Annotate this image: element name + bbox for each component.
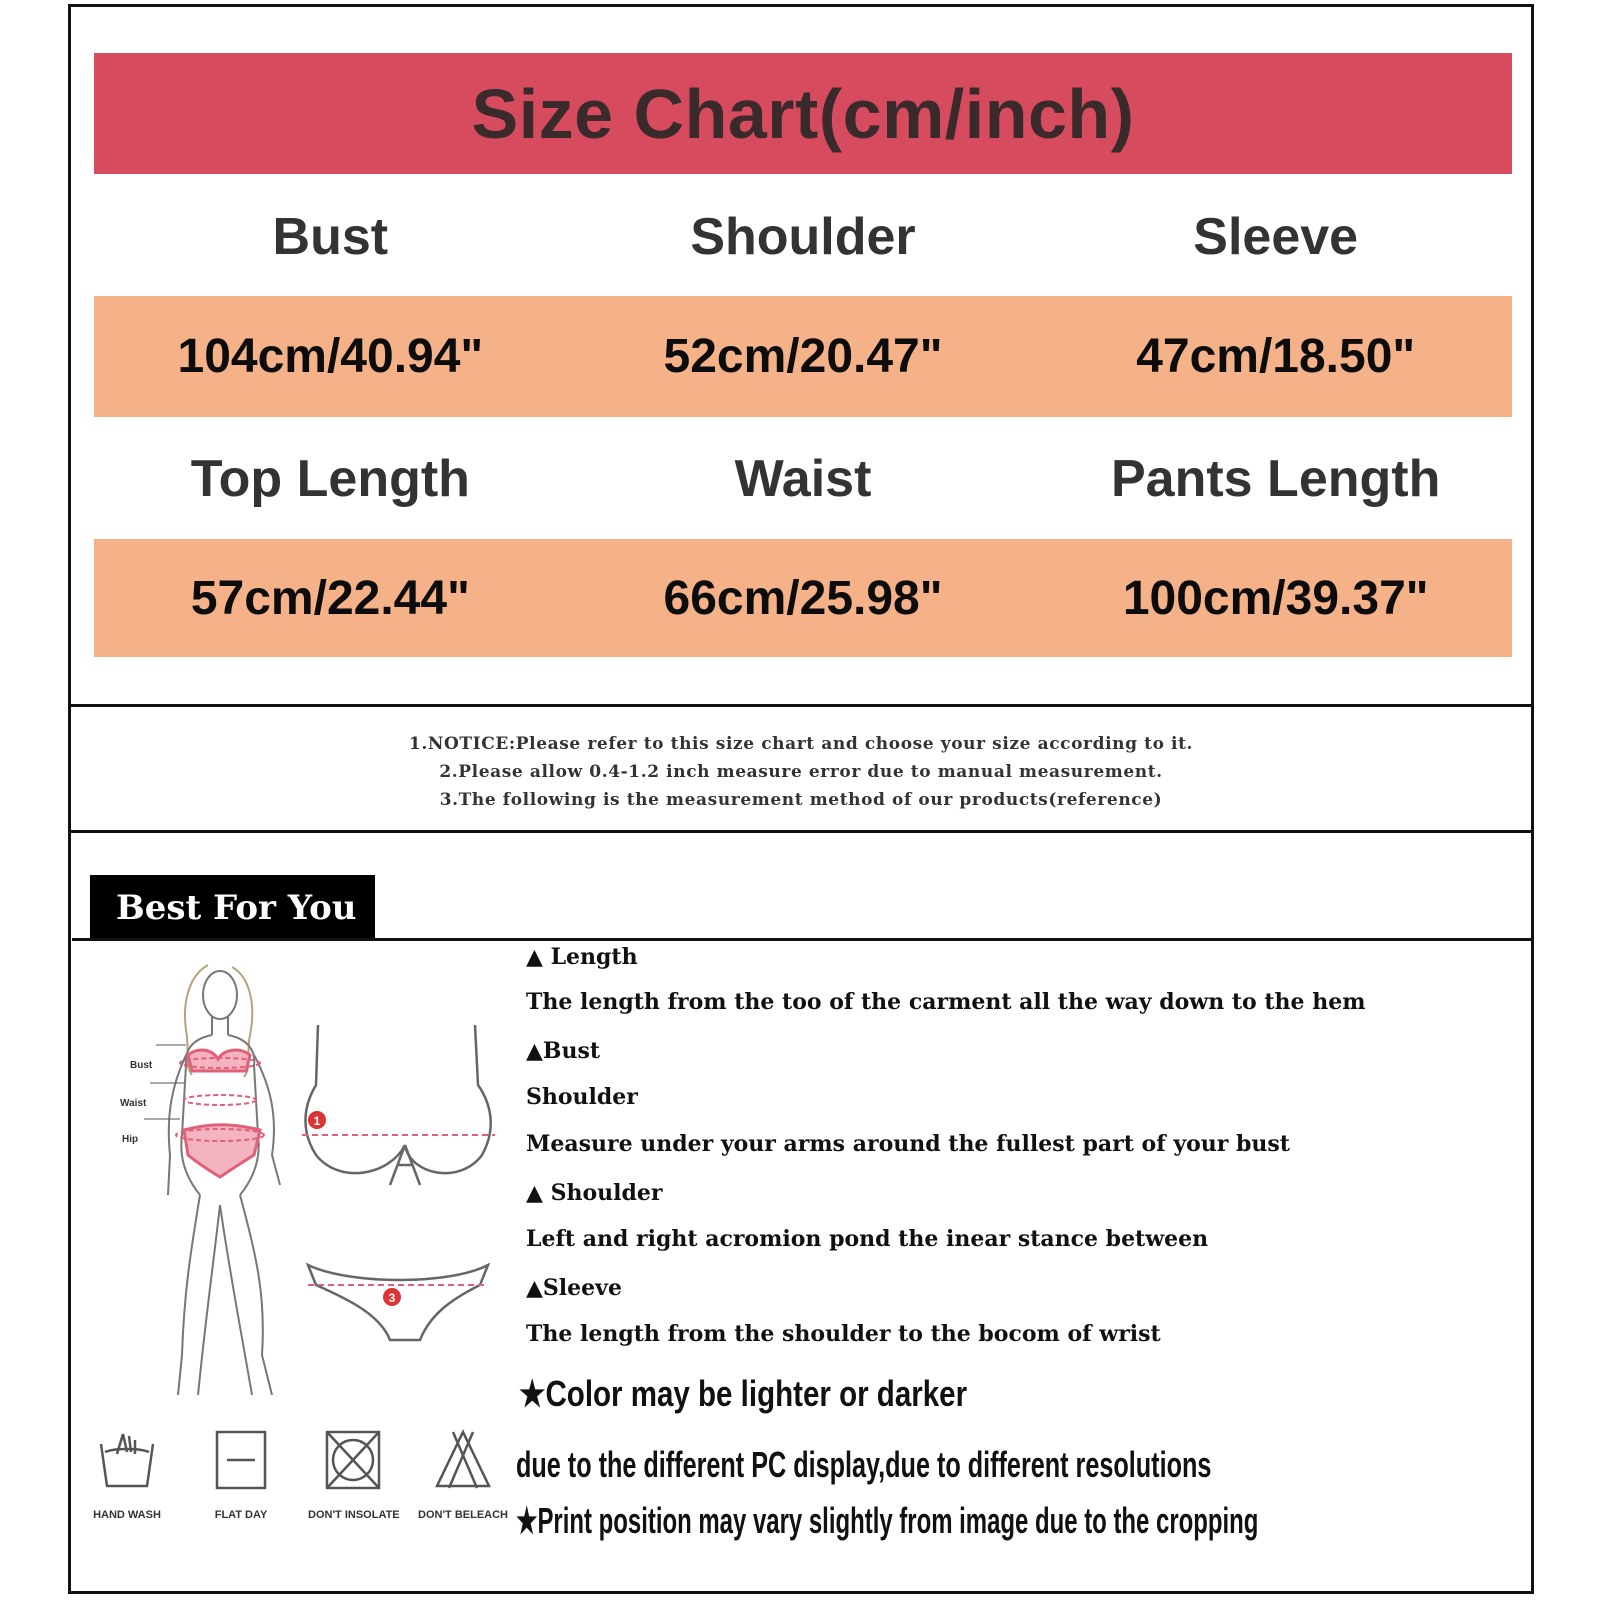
header-shoulder: Shoulder [690,208,916,266]
value-top-length: 57cm/22.44" [190,571,470,625]
marker-1-label: 1 [313,1114,321,1128]
figure-label-bust: Bust [130,1060,153,1071]
care-flat-dry [196,1428,286,1521]
size-chart-title: Size Chart(cm/inch) [471,74,1135,153]
do-not-bleach-icon [431,1428,495,1492]
desc-shoulder-text: Left and right acromion pond the inear stance between [526,1226,1209,1252]
value-bust: 104cm/40.94" [177,330,484,383]
desc-bust-shoulder: Shoulder [526,1084,638,1110]
bikini-bottom-shape [184,1125,260,1177]
note-display: due to the different PC display,due to different resolutions [516,1444,1212,1485]
note-color: ★Color may be lighter or darker [519,1373,968,1414]
desc-sleeve-text: The length from the shoulder to the bocom of wrist [526,1321,1161,1347]
notice-line-1: 1.NOTICE:Please refer to this size chart and choose your size according to it. [408,734,1194,754]
desc-shoulder-heading: ▲ Shoulder [526,1180,663,1206]
best-for-you-rule [72,938,1532,941]
figure-label-waist: Waist [120,1098,147,1109]
do-not-tumble-dry-icon [321,1428,385,1492]
notice-block [68,730,1534,814]
care-label-hand-wash: HAND WASH [93,1509,161,1521]
section-divider-top [68,704,1534,707]
header-row-2 [94,422,1512,536]
header-sleeve: Sleeve [1193,208,1359,266]
desc-bust-heading: ▲Bust [526,1038,601,1064]
size-chart-title-bar [94,53,1512,174]
header-bust: Bust [272,208,389,266]
best-for-you-label: Best For You [116,888,357,928]
value-sleeve: 47cm/18.50" [1136,330,1416,383]
value-row-1 [94,296,1512,417]
care-hand-wash [82,1428,172,1521]
desc-bust-text: Measure under your arms around the fullest part of your bust [526,1131,1290,1157]
care-dont-insolate [308,1428,398,1521]
desc-length-heading: ▲ Length [526,944,638,970]
notice-line-3: 3.The following is the measurement method of our products(reference) [439,790,1163,810]
care-label-dont-bleach: DON'T BELEACH [418,1509,509,1521]
measurement-figure-illustration [120,955,520,1415]
care-label-flat-dry: FLAT DAY [214,1509,268,1521]
header-row-1 [94,180,1512,294]
header-pants-length: Pants Length [1111,450,1441,508]
notice-line-2: 2.Please allow 0.4-1.2 inch measure error due to manual measurement. [439,762,1163,782]
marker-3-label: 3 [388,1291,396,1305]
desc-length-text: The length from the too of the carment all the way down to the hem [526,989,1366,1015]
care-dont-bleach [418,1428,508,1521]
note-print-position: ★Print position may vary slightly from image due to the cropping [516,1500,1259,1541]
header-waist: Waist [734,450,872,508]
best-for-you-tab [90,875,375,941]
value-shoulder: 52cm/20.47" [663,330,943,383]
value-pants-length: 100cm/39.37" [1122,571,1429,625]
flat-dry-icon [209,1428,273,1492]
header-top-length: Top Length [190,450,470,508]
value-row-2 [94,539,1512,657]
hand-wash-icon [95,1428,159,1492]
value-waist: 66cm/25.98" [663,571,943,625]
care-label-dont-insolate: DON'T INSOLATE [308,1509,400,1521]
desc-sleeve-heading: ▲Sleeve [526,1275,622,1301]
figure-label-hip: Hip [122,1134,139,1145]
section-divider-bottom [68,830,1534,833]
